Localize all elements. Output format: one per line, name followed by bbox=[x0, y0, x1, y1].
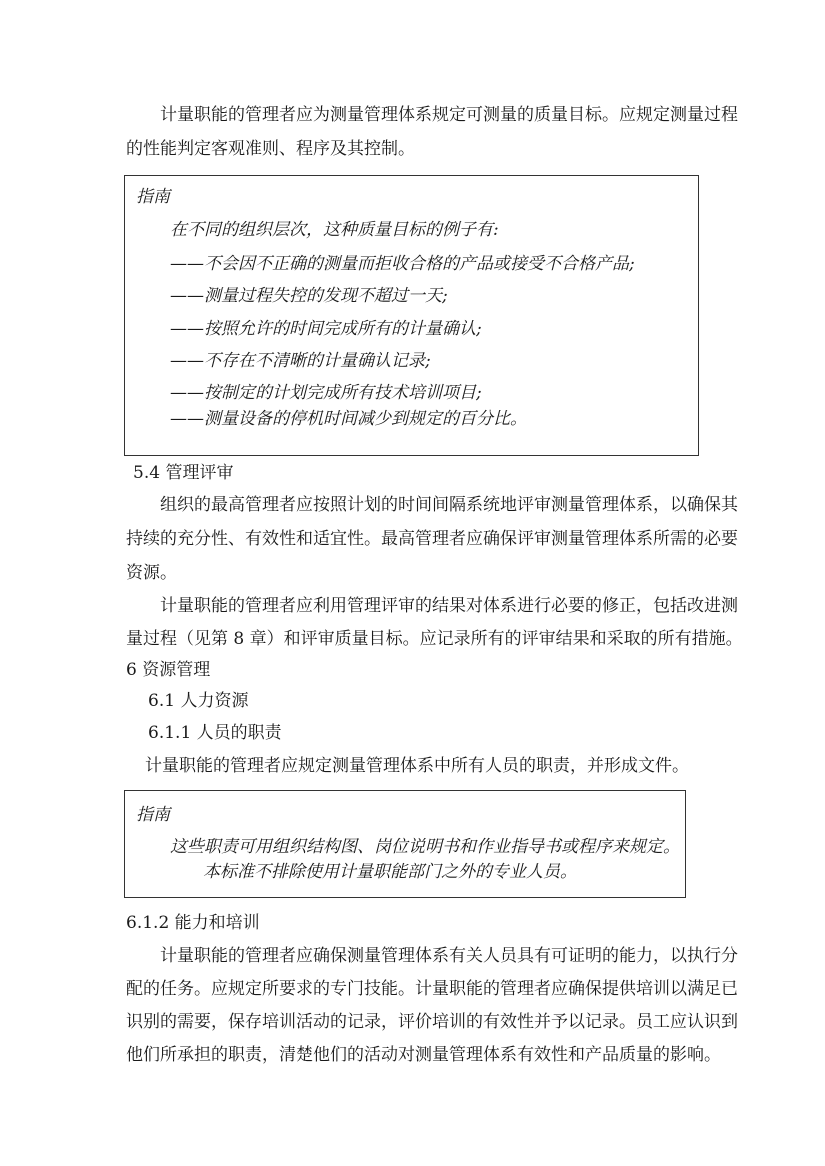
paragraph-line: 持续的充分性、有效性和适宜性。最高管理者应确保评审测量管理体系所需的必要 bbox=[126, 529, 738, 549]
paragraph-line: 计量职能的管理者应利用管理评审的结果对体系进行必要的修正，包括改进测 bbox=[160, 596, 738, 616]
section-heading: 6.1.2 能力和培训 bbox=[126, 913, 260, 933]
section-heading: 6 资源管理 bbox=[126, 660, 211, 680]
paragraph-line: 计量职能的管理者应为测量管理体系规定可测量的质量目标。应规定测量过程 bbox=[160, 105, 738, 125]
paragraph-line: 配的任务。应规定所要求的专门技能。计量职能的管理者应确保提供培训以满足已 bbox=[126, 979, 738, 999]
paragraph-line: 识别的需要，保存培训活动的记录，评价培训的有效性并予以记录。员工应认识到 bbox=[126, 1012, 738, 1032]
section-heading: 6.1.1 人员的职责 bbox=[148, 723, 282, 743]
paragraph-line: 计量职能的管理者应确保测量管理体系有关人员具有可证明的能力，以执行分 bbox=[160, 946, 738, 966]
guidance-text: 这些职责可用组织结构图、岗位说明书和作业指导书或程序来规定。 bbox=[170, 837, 680, 857]
guidance-title: 指南 bbox=[136, 805, 170, 825]
guidance-item: ——不存在不清晰的计量确认记录; bbox=[170, 351, 431, 371]
paragraph-line: 资源。 bbox=[126, 563, 177, 583]
section-heading: 6.1 人力资源 bbox=[148, 691, 249, 711]
guidance-item: ——按制定的计划完成所有技术培训项目; bbox=[170, 383, 482, 403]
paragraph-line: 组织的最高管理者应按照计划的时间间隔系统地评审测量管理体系，以确保其 bbox=[160, 495, 738, 515]
guidance-item: ——按照允许的时间完成所有的计量确认; bbox=[170, 319, 482, 339]
paragraph-line: 他们所承担的职责，清楚他们的活动对测量管理体系有效性和产品质量的影响。 bbox=[126, 1045, 721, 1065]
guidance-text: 本标准不排除使用计量职能部门之外的专业人员。 bbox=[203, 862, 577, 882]
paragraph-line: 量过程（见第 8 章）和评审质量目标。应记录所有的评审结果和采取的所有措施。 bbox=[126, 629, 743, 649]
paragraph-line: 的性能判定客观准则、程序及其控制。 bbox=[126, 139, 415, 159]
guidance-title: 指南 bbox=[136, 187, 170, 207]
guidance-item: ——测量过程失控的发现不超过一天; bbox=[170, 286, 448, 306]
guidance-item: ——测量设备的停机时间减少到规定的百分比。 bbox=[170, 409, 527, 429]
paragraph-line: 计量职能的管理者应规定测量管理体系中所有人员的职责，并形成文件。 bbox=[145, 756, 689, 776]
section-heading: 5.4 管理评审 bbox=[133, 463, 234, 483]
guidance-intro: 在不同的组织层次，这种质量目标的例子有: bbox=[170, 220, 499, 240]
guidance-item: ——不会因不正确的测量而拒收合格的产品或接受不合格产品; bbox=[170, 254, 635, 274]
